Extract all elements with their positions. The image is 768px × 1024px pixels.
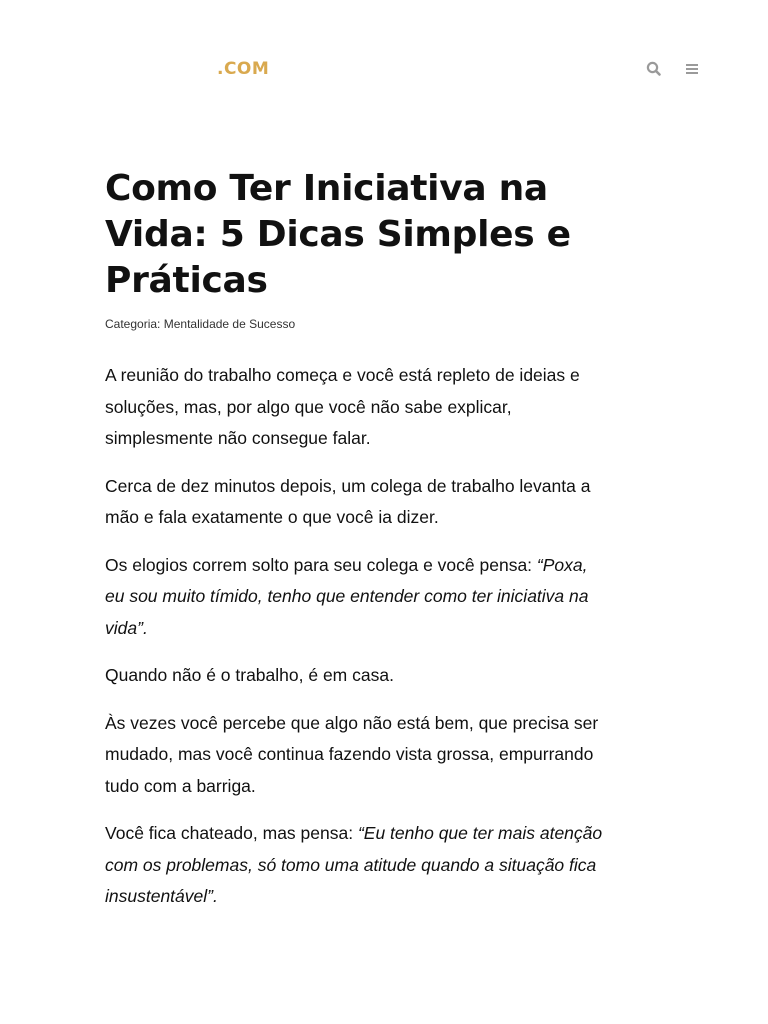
quote: “Poxa, eu sou muito tímido, tenho que entender como ter iniciativa na vida” — [105, 554, 589, 638]
site-header — [0, 0, 768, 140]
category-prefix: Categoria: — [105, 317, 161, 331]
article-category — [105, 316, 605, 332]
logo-domain-suffix: .COM — [217, 59, 270, 79]
paragraph: Cerca de dez minutos depois, um colega de trabalho levanta a mão e fala exatamente o que você ia dizer. — [105, 475, 591, 527]
article-body — [105, 360, 605, 913]
category-link[interactable]: Mentalidade de Sucesso — [163, 317, 296, 331]
menu-button[interactable] — [681, 58, 703, 80]
paragraph: Você fica chateado, mas pensa: “Eu tenho que ter mais atenção com os problemas, só tomo uma atitude quando a situação fica insustentável”. — [105, 823, 603, 906]
paragraph: Às vezes você percebe que algo não está bem, que precisa ser mudado, mas você continua fazendo vista grossa, empurrando tudo com a barriga. — [105, 712, 599, 796]
search-button[interactable] — [643, 58, 665, 80]
paragraph: A reunião do trabalho começa e você está repleto de ideias e soluções, mas, por algo que você não sabe explicar, simplesmente não consegue falar. — [105, 365, 580, 448]
site-logo[interactable] — [71, 57, 269, 81]
hamburger-menu-icon — [681, 58, 703, 80]
article — [105, 166, 605, 929]
paragraph: Os elogios correm solto para seu colega e você pensa: “Poxa, eu sou muito tímido, tenho que entender como ter iniciativa na vida”. — [105, 554, 589, 638]
quote: “Eu tenho que ter mais atenção com os problemas, só tomo uma atitude quando a situação fica insustentável” — [105, 823, 603, 906]
article-title: Como Ter Iniciativa na Vida: 5 Dicas Simples e Práticas — [105, 168, 571, 301]
paragraph: Quando não é o trabalho, é em casa. — [105, 665, 394, 685]
search-icon — [643, 58, 665, 80]
